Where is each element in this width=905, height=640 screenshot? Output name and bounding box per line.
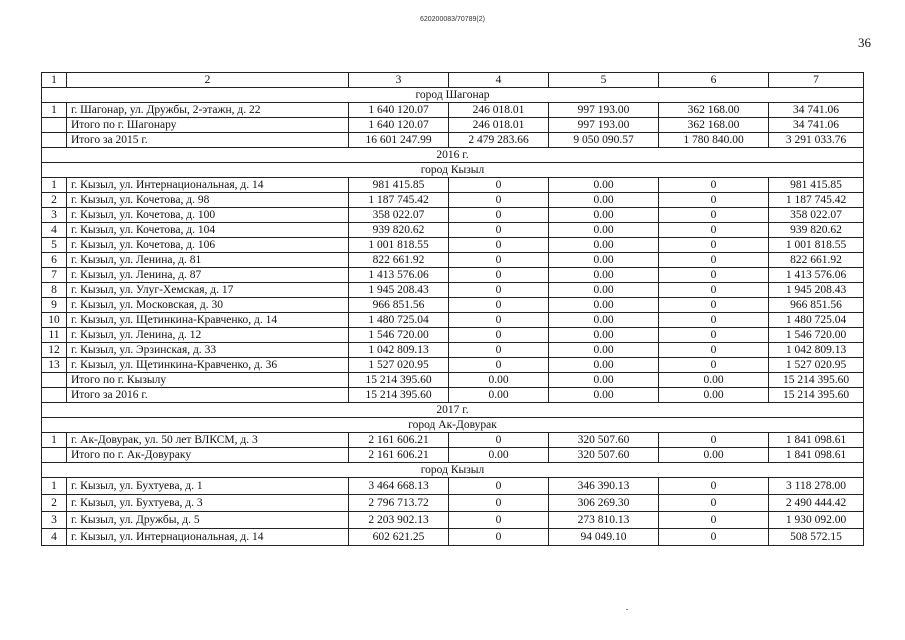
value-cell-3: 15 214 395.60 xyxy=(349,373,449,388)
value-cell-3: 1 001 818.55 xyxy=(349,238,449,253)
value-cell-7: 34 741.06 xyxy=(769,118,864,133)
value-cell-6: 0 xyxy=(659,238,769,253)
city-heading: город Ак-Довурак xyxy=(42,418,864,433)
address-cell: г. Кызыл, ул. Ленина, д. 81 xyxy=(67,253,349,268)
value-cell-6: 362 168.00 xyxy=(659,118,769,133)
row-number: 2 xyxy=(42,495,67,512)
row-number: 9 xyxy=(42,298,67,313)
row-number: 11 xyxy=(42,328,67,343)
value-cell-3: 2 161 606.21 xyxy=(349,433,449,448)
city-heading: город Кызыл xyxy=(42,463,864,478)
value-cell-3: 1 546 720.00 xyxy=(349,328,449,343)
row-number: 4 xyxy=(42,223,67,238)
value-cell-7: 3 291 033.76 xyxy=(769,133,864,148)
table-row xyxy=(42,343,864,358)
column-header-7: 7 xyxy=(769,73,864,88)
total-label: Итого за 2015 г. xyxy=(67,133,349,148)
value-cell-5: 0.00 xyxy=(549,298,659,313)
city-heading: город Шагонар xyxy=(42,88,864,103)
total-label: Итого по г. Ак-Довураку xyxy=(67,448,349,463)
value-cell-7: 1 841 098.61 xyxy=(769,448,864,463)
value-cell-4: 0 xyxy=(449,512,549,529)
value-cell-6: 0 xyxy=(659,433,769,448)
row-number: 2 xyxy=(42,193,67,208)
row-number: 7 xyxy=(42,268,67,283)
address-cell: г. Кызыл, ул. Кочетова, д. 106 xyxy=(67,238,349,253)
value-cell-7: 939 820.62 xyxy=(769,223,864,238)
value-cell-5: 346 390.13 xyxy=(549,478,659,495)
address-cell: г. Кызыл, ул. Улуг-Хемская, д. 17 xyxy=(67,283,349,298)
value-cell-4: 0 xyxy=(449,495,549,512)
value-cell-3: 1 640 120.07 xyxy=(349,103,449,118)
value-cell-7: 1 945 208.43 xyxy=(769,283,864,298)
value-cell-7: 3 118 278.00 xyxy=(769,478,864,495)
address-cell: г. Кызыл, ул. Бухтуева, д. 1 xyxy=(67,478,349,495)
table-row xyxy=(42,495,864,512)
total-row xyxy=(42,388,864,403)
value-cell-7: 34 741.06 xyxy=(769,103,864,118)
value-cell-6: 0 xyxy=(659,223,769,238)
value-cell-5: 0.00 xyxy=(549,223,659,238)
value-cell-3: 1 413 576.06 xyxy=(349,268,449,283)
value-cell-3: 358 022.07 xyxy=(349,208,449,223)
value-cell-5: 94 049.10 xyxy=(549,529,659,546)
table-row xyxy=(42,103,864,118)
value-cell-4: 0 xyxy=(449,328,549,343)
table-row xyxy=(42,328,864,343)
year-heading-row xyxy=(42,148,864,163)
value-cell-6: 0.00 xyxy=(659,388,769,403)
address-cell: г. Кызыл, ул. Интернациональная, д. 14 xyxy=(67,178,349,193)
value-cell-5: 9 050 090.57 xyxy=(549,133,659,148)
row-number: 5 xyxy=(42,238,67,253)
row-number: 1 xyxy=(42,103,67,118)
value-cell-4: 246 018.01 xyxy=(449,118,549,133)
value-cell-4: 0 xyxy=(449,208,549,223)
row-number: 3 xyxy=(42,208,67,223)
row-number: 13 xyxy=(42,358,67,373)
value-cell-4: 0 xyxy=(449,238,549,253)
value-cell-5: 0.00 xyxy=(549,178,659,193)
value-cell-6: 0 xyxy=(659,512,769,529)
row-number: 1 xyxy=(42,433,67,448)
column-header-6: 6 xyxy=(659,73,769,88)
value-cell-7: 1 001 818.55 xyxy=(769,238,864,253)
value-cell-6: 0.00 xyxy=(659,448,769,463)
value-cell-5: 0.00 xyxy=(549,373,659,388)
value-cell-4: 0 xyxy=(449,298,549,313)
city-heading-row xyxy=(42,418,864,433)
table-row xyxy=(42,512,864,529)
value-cell-7: 1 187 745.42 xyxy=(769,193,864,208)
year-heading-row xyxy=(42,403,864,418)
value-cell-5: 0.00 xyxy=(549,283,659,298)
table-row xyxy=(42,298,864,313)
value-cell-6: 0 xyxy=(659,478,769,495)
value-cell-3: 1 480 725.04 xyxy=(349,313,449,328)
address-cell: г. Кызыл, ул. Эрзинская, д. 33 xyxy=(67,343,349,358)
row-number xyxy=(42,133,67,148)
table-row xyxy=(42,433,864,448)
address-cell: г. Шагонар, ул. Дружбы, 2-этажн, д. 22 xyxy=(67,103,349,118)
value-cell-5: 320 507.60 xyxy=(549,448,659,463)
value-cell-3: 966 851.56 xyxy=(349,298,449,313)
table-row xyxy=(42,208,864,223)
address-cell: г. Кызыл, ул. Щетинкина-Кравченко, д. 14 xyxy=(67,313,349,328)
table-body xyxy=(42,73,864,546)
total-row xyxy=(42,133,864,148)
total-label: Итого по г. Шагонару xyxy=(67,118,349,133)
row-number xyxy=(42,448,67,463)
value-cell-6: 0 xyxy=(659,178,769,193)
value-cell-6: 0 xyxy=(659,495,769,512)
value-cell-6: 0 xyxy=(659,313,769,328)
total-label: Итого за 2016 г. xyxy=(67,388,349,403)
value-cell-6: 0 xyxy=(659,193,769,208)
value-cell-4: 246 018.01 xyxy=(449,103,549,118)
city-heading-row xyxy=(42,163,864,178)
value-cell-4: 0 xyxy=(449,478,549,495)
address-cell: г. Кызыл, ул. Кочетова, д. 100 xyxy=(67,208,349,223)
column-header-4: 4 xyxy=(449,73,549,88)
address-cell: г. Кызыл, ул. Дружбы, д. 5 xyxy=(67,512,349,529)
value-cell-5: 0.00 xyxy=(549,238,659,253)
row-number: 12 xyxy=(42,343,67,358)
value-cell-6: 1 780 840.00 xyxy=(659,133,769,148)
value-cell-7: 1 546 720.00 xyxy=(769,328,864,343)
value-cell-4: 0 xyxy=(449,193,549,208)
value-cell-4: 0 xyxy=(449,529,549,546)
value-cell-5: 997 193.00 xyxy=(549,118,659,133)
column-header-2: 2 xyxy=(67,73,349,88)
address-cell: г. Кызыл, ул. Кочетова, д. 104 xyxy=(67,223,349,238)
value-cell-4: 0 xyxy=(449,433,549,448)
year-heading: 2017 г. xyxy=(42,403,864,418)
value-cell-4: 0 xyxy=(449,313,549,328)
value-cell-7: 966 851.56 xyxy=(769,298,864,313)
address-cell: г. Кызыл, ул. Московская, д. 30 xyxy=(67,298,349,313)
value-cell-6: 0 xyxy=(659,208,769,223)
document-code: 620200083/70789(2) xyxy=(419,16,485,23)
year-heading: 2016 г. xyxy=(42,148,864,163)
row-number: 4 xyxy=(42,529,67,546)
value-cell-3: 2 203 902.13 xyxy=(349,512,449,529)
city-heading-row xyxy=(42,88,864,103)
value-cell-4: 0.00 xyxy=(449,448,549,463)
total-row xyxy=(42,448,864,463)
value-cell-3: 1 945 208.43 xyxy=(349,283,449,298)
value-cell-3: 1 640 120.07 xyxy=(349,118,449,133)
value-cell-7: 1 480 725.04 xyxy=(769,313,864,328)
value-cell-3: 822 661.92 xyxy=(349,253,449,268)
value-cell-3: 2 161 606.21 xyxy=(349,448,449,463)
table-row xyxy=(42,253,864,268)
value-cell-7: 1 413 576.06 xyxy=(769,268,864,283)
register-table xyxy=(41,72,864,546)
value-cell-6: 0 xyxy=(659,358,769,373)
row-number: 6 xyxy=(42,253,67,268)
value-cell-5: 0.00 xyxy=(549,193,659,208)
value-cell-6: 0 xyxy=(659,328,769,343)
city-heading-row xyxy=(42,463,864,478)
value-cell-4: 0 xyxy=(449,283,549,298)
value-cell-5: 0.00 xyxy=(549,388,659,403)
total-label: Итого по г. Кызылу xyxy=(67,373,349,388)
value-cell-3: 3 464 668.13 xyxy=(349,478,449,495)
value-cell-7: 2 490 444.42 xyxy=(769,495,864,512)
value-cell-7: 1 930 092.00 xyxy=(769,512,864,529)
value-cell-7: 1 841 098.61 xyxy=(769,433,864,448)
value-cell-7: 15 214 395.60 xyxy=(769,388,864,403)
table-row xyxy=(42,223,864,238)
table-row xyxy=(42,478,864,495)
value-cell-3: 1 187 745.42 xyxy=(349,193,449,208)
value-cell-7: 1 042 809.13 xyxy=(769,343,864,358)
value-cell-4: 0.00 xyxy=(449,388,549,403)
row-number: 10 xyxy=(42,313,67,328)
address-cell: г. Ак-Довурак, ул. 50 лет ВЛКСМ, д. 3 xyxy=(67,433,349,448)
address-cell: г. Кызыл, ул. Бухтуева, д. 3 xyxy=(67,495,349,512)
value-cell-3: 2 796 713.72 xyxy=(349,495,449,512)
address-cell: г. Кызыл, ул. Интернациональная, д. 14 xyxy=(67,529,349,546)
value-cell-5: 0.00 xyxy=(549,253,659,268)
table-row xyxy=(42,178,864,193)
value-cell-5: 0.00 xyxy=(549,358,659,373)
total-row xyxy=(42,373,864,388)
value-cell-3: 16 601 247.99 xyxy=(349,133,449,148)
value-cell-5: 0.00 xyxy=(549,328,659,343)
value-cell-6: 0 xyxy=(659,529,769,546)
column-header-1: 1 xyxy=(42,73,67,88)
row-number: 1 xyxy=(42,178,67,193)
page-number: 36 xyxy=(858,35,871,50)
table-row xyxy=(42,238,864,253)
value-cell-4: 0 xyxy=(449,178,549,193)
value-cell-4: 0 xyxy=(449,253,549,268)
value-cell-7: 981 415.85 xyxy=(769,178,864,193)
row-number: 8 xyxy=(42,283,67,298)
value-cell-5: 0.00 xyxy=(549,313,659,328)
value-cell-7: 822 661.92 xyxy=(769,253,864,268)
city-heading: город Кызыл xyxy=(42,163,864,178)
value-cell-5: 0.00 xyxy=(549,208,659,223)
value-cell-6: 0.00 xyxy=(659,373,769,388)
table-row xyxy=(42,268,864,283)
value-cell-4: 0.00 xyxy=(449,373,549,388)
row-number xyxy=(42,373,67,388)
row-number: 3 xyxy=(42,512,67,529)
value-cell-4: 0 xyxy=(449,268,549,283)
value-cell-5: 997 193.00 xyxy=(549,103,659,118)
value-cell-5: 0.00 xyxy=(549,343,659,358)
value-cell-3: 1 527 020.95 xyxy=(349,358,449,373)
address-cell: г. Кызыл, ул. Ленина, д. 87 xyxy=(67,268,349,283)
column-header-5: 5 xyxy=(549,73,659,88)
value-cell-4: 2 479 283.66 xyxy=(449,133,549,148)
value-cell-7: 508 572.15 xyxy=(769,529,864,546)
column-header-3: 3 xyxy=(349,73,449,88)
value-cell-6: 0 xyxy=(659,298,769,313)
value-cell-7: 15 214 395.60 xyxy=(769,373,864,388)
value-cell-3: 602 621.25 xyxy=(349,529,449,546)
header-row xyxy=(42,73,864,88)
table-row xyxy=(42,313,864,328)
address-cell: г. Кызыл, ул. Ленина, д. 12 xyxy=(67,328,349,343)
value-cell-4: 0 xyxy=(449,223,549,238)
row-number: 1 xyxy=(42,478,67,495)
value-cell-6: 0 xyxy=(659,343,769,358)
value-cell-3: 981 415.85 xyxy=(349,178,449,193)
table-row xyxy=(42,529,864,546)
row-number xyxy=(42,388,67,403)
value-cell-3: 15 214 395.60 xyxy=(349,388,449,403)
value-cell-5: 0.00 xyxy=(549,268,659,283)
value-cell-6: 362 168.00 xyxy=(659,103,769,118)
table-row xyxy=(42,283,864,298)
value-cell-6: 0 xyxy=(659,283,769,298)
value-cell-7: 358 022.07 xyxy=(769,208,864,223)
value-cell-3: 939 820.62 xyxy=(349,223,449,238)
address-cell: г. Кызыл, ул. Кочетова, д. 98 xyxy=(67,193,349,208)
scan-speck xyxy=(626,609,628,610)
address-cell: г. Кызыл, ул. Щетинкина-Кравченко, д. 36 xyxy=(67,358,349,373)
value-cell-4: 0 xyxy=(449,343,549,358)
table-row xyxy=(42,193,864,208)
table-row xyxy=(42,358,864,373)
total-row xyxy=(42,118,864,133)
value-cell-5: 273 810.13 xyxy=(549,512,659,529)
value-cell-3: 1 042 809.13 xyxy=(349,343,449,358)
row-number xyxy=(42,118,67,133)
value-cell-6: 0 xyxy=(659,253,769,268)
value-cell-6: 0 xyxy=(659,268,769,283)
value-cell-7: 1 527 020.95 xyxy=(769,358,864,373)
value-cell-4: 0 xyxy=(449,358,549,373)
value-cell-5: 320 507.60 xyxy=(549,433,659,448)
value-cell-5: 306 269.30 xyxy=(549,495,659,512)
